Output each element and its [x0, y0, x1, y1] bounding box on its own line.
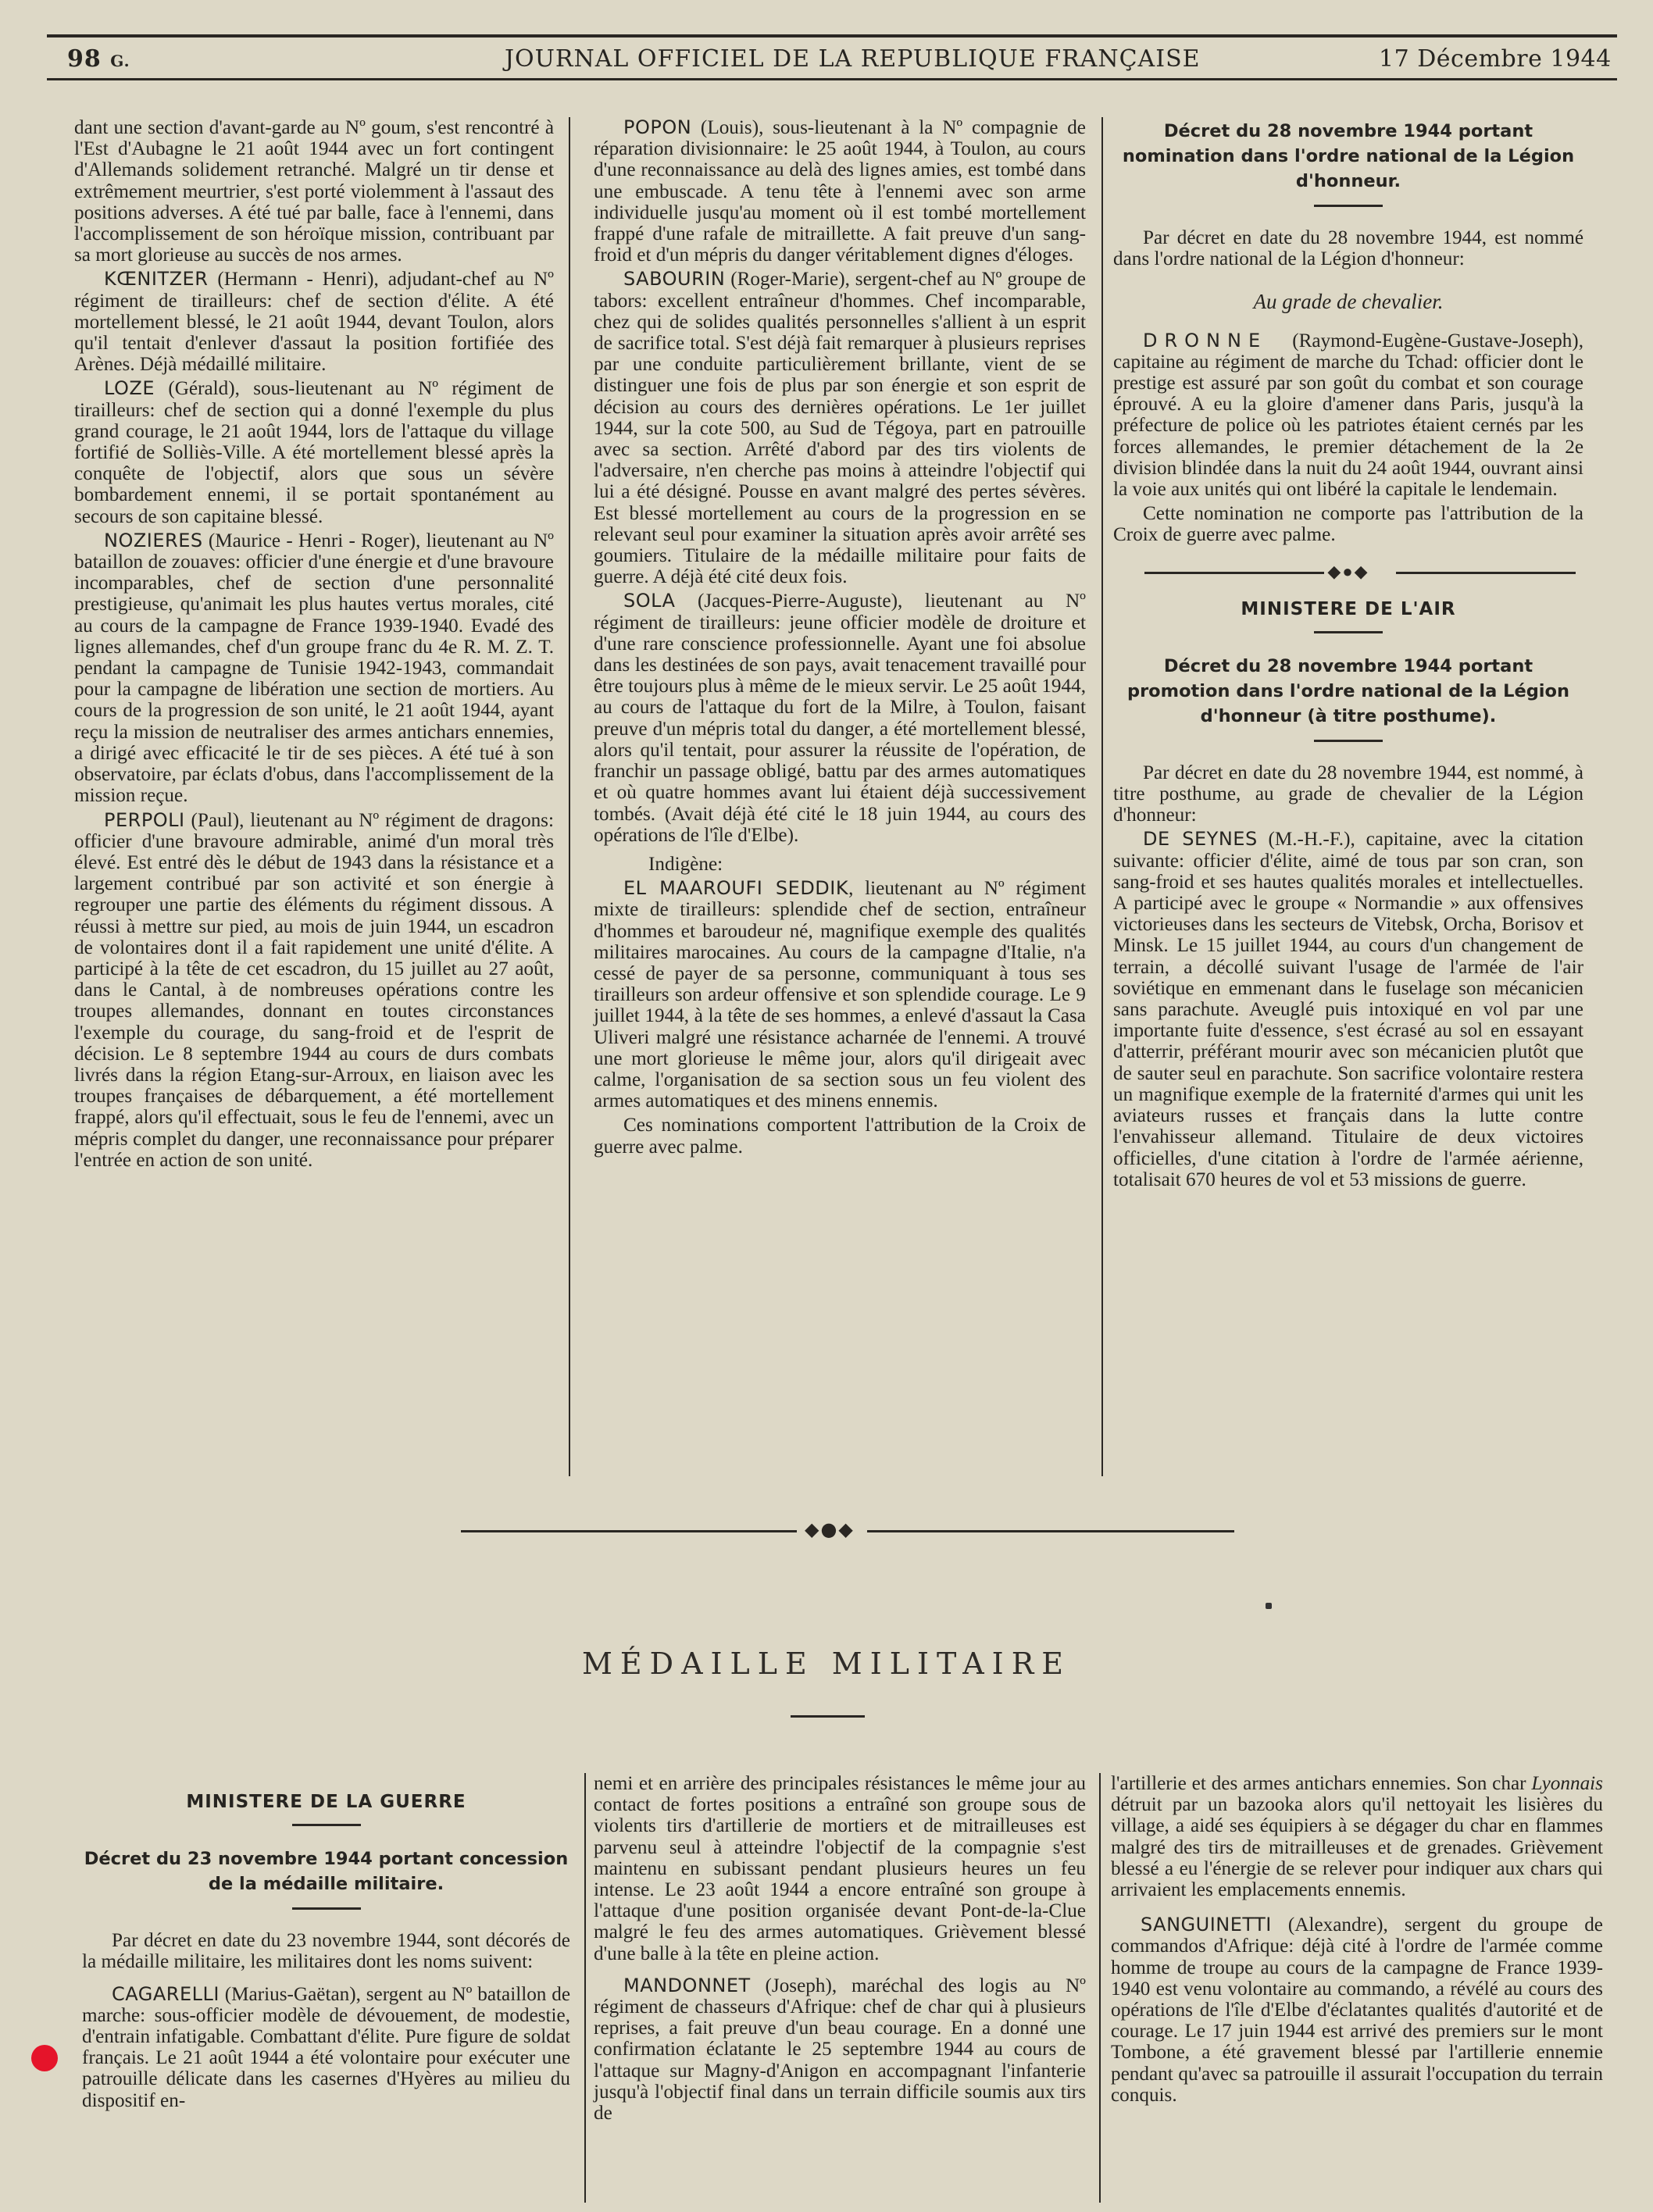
section-title: MÉDAILLE MILITAIRE	[581, 1647, 1072, 1681]
section-divider-ornament: ◆●◆	[805, 1518, 855, 1540]
section-divider-right	[867, 1530, 1234, 1532]
page-number: 98 G.	[67, 45, 130, 73]
section-divider-left	[461, 1530, 797, 1532]
column-divider	[1099, 1773, 1101, 2203]
decree-intro: Par décret en date du 28 novembre 1944, est nommé dans l'ordre national de la Légion d'honneur:	[1113, 227, 1583, 270]
column-3	[1113, 111, 1583, 1193]
ornament-divider: ◆●◆	[1113, 566, 1583, 579]
print-speck	[1266, 1603, 1272, 1609]
citation-sanguinetti: SANGUINETTI (Alexandre), sergent du groupe de commandos d'Afrique: déjà cité à l'ordre de l'armée comme homme de troupe au cours de la campagne de France 1939-1940 est venu volontaire au commando, a révélé au cours des opérations de l'île d'Elbe d'éclatantes qualités d'autorité et de courage. Le 17 juin 1944 est arrivé des premiers sur le mont Tombone, a été gravement blessé par l'artillerie ennemie pendant qu'avec sa patrouille il assurait l'occupation du terrain conquis.	[1111, 1914, 1603, 2106]
citation-perpoli: PERPOLI (Paul), lieutenant au Nº régiment de dragons: officier d'une bravoure admirable, animé d'un moral très élevé. Est entré dès le début de 1943 dans la résistance et a largement contribué par son activité et son énergie à regrouper une partie des éléments du régiment dissous. A réussi à mettre sur pied, au mois de juin 1944, un escadron de volontaires dont il a fait rapidement une unité d'élite. A participé à la tête de cet escadron, du 15 juillet au 27 août, dans le Cantal, à de nombreuses opérations contre les troupes allemandes, donnant en toutes circonstances l'exemple du courage, du sang-froid et de l'esprit de décision. Le 8 septembre 1944 au cours de durs combats livrés dans la région Etang-sur-Arroux, en liaison avec les troupes françaises de débarquement, a été mortellement frappé, alors qu'il effectuait, sous le feu de l'ennemi, avec un mépris complet du danger, une reconnaissance pour préparer l'entrée en action de son unité.	[74, 808, 554, 1171]
subheading-indigene: Indigène:	[648, 853, 723, 875]
grade-heading: Au grade de chevalier.	[1253, 290, 1444, 314]
closing-note: Cette nomination ne comporte pas l'attribution de la Croix de guerre avec palme.	[1113, 503, 1583, 546]
column-divider	[1101, 117, 1103, 1476]
citation-popon: POPON (Louis), sous-lieutenant à la Nº compagnie de réparation divisionnaire: le 25 août 1944, à Toulon, au cours d'une reconnaissance au delà des lignes amies, est tombé dans une embuscade. A tenu tête à l'ennemi avec son arme individuelle jusqu'au moment où il est tombé mortellement frappé d'une rafale de mitraillette. A fait preuve d'un sang-froid et d'un mépris du danger véritablement dignes d'éloges.	[594, 116, 1086, 266]
column-5	[594, 1773, 1086, 2127]
citation-cagarelli: CAGARELLI (Marius-Gaëtan), sergent au Nº bataillon de marche: sous-officier modèle de dévouement, de modestie, d'entrain infatigable. Combattant d'élite. Pure figure de soldat français. Le 21 août 1944 a été volontaire pour exécuter une patrouille délicate dans les casernes d'Hyères au milieu du dispositif en-	[82, 1982, 570, 2111]
issue-date: 17 Décembre 1944	[1379, 45, 1612, 73]
column-2	[594, 117, 1086, 1161]
column-1	[74, 117, 554, 1174]
short-rule	[292, 1824, 361, 1826]
short-rule	[1314, 631, 1383, 633]
citation-nozieres: NOZIERES (Maurice - Henri - Roger), lieutenant au Nº bataillon de zouaves: officier d'une énergie et d'une bravoure incomparables, chef de section d'une personnalité prestigieuse, qu'animait les plus hautes vertus morales, cité au cours de la campagne de France 1939-1940. Evadé des lignes allemandes, chef d'un groupe franc du 4e R. M. Z. T. pendant la campagne de Tunisie 1942-1943, commandait pour la campagne de libération une section de mortiers. Au cours de la progression de son unité, le 21 août 1944, ayant reçu la mission de neutraliser des armes antichars ennemies, a dirigé avec efficacité le tir de ses pièces. A été tué à son observatoire, par éclats d'obus, dans l'accomplissement de la mission reçue.	[74, 529, 554, 807]
decree-title-legion-honneur: Décret du 28 novembre 1944 portant nomination dans l'ordre national de la Légion d'honneur.	[1122, 121, 1575, 191]
journal-title: JOURNAL OFFICIEL DE LA REPUBLIQUE FRANÇAISE	[505, 45, 1201, 73]
citation-mandonnet: MANDONNET (Joseph), maréchal des logis au Nº régiment de chasseurs d'Afrique: chef de char qui à plusieurs reprises, a fait preuve d'un beau courage. En a donné une confirmation éclatante le 25 septembre 1944 au cours de l'attaque sur Magny-d'Anigon en accompagnant l'infanterie jusqu'à l'objectif final dans un terrain difficile soumis aux tirs de	[594, 1974, 1086, 2125]
citation-loze: LOZE (Gérald), sous-lieutenant au Nº régiment de tirailleurs: chef de section qui a donné l'exemple du plus grand courage, le 21 août 1944, lors de l'attaque du village fortifié de Solliès-Ville. A été mortellement blessé après la conquête de l'objectif, alors que sous un sévère bombardement ennemi, il se portait spontanément au secours de son capitaine blessé.	[74, 377, 554, 527]
citation-de-seynes: DE SEYNES (M.-H.-F.), capitaine, avec la citation suivante: officier d'élite, aimé de tous par son cran, son sang-froid et ses hautes qualités morales et intellectuelles. A participé avec le groupe « Normandie » aux offensives victorieuses dans les secteurs de Vitebsk, Orcha, Borisov et Minsk. Le 15 juillet 1944, au cours d'un changement de terrain, a décollé suivant l'usage de l'armée de l'air soviétique en emmenant dans le fuselage son mécanicien sans parachute. Aveuglé puis intoxiqué en vol par une importante fuite d'essence, s'est écrasé au sol en essayant d'atterrir, préférant mourir avec son mécanicien plutôt que de sauter seul en parachute. Son sacrifice volontaire restera un magnifique exemple de la fraternité d'armes qui unit les aviateurs russes et français dans la lutte contre l'envahisseur allemand. Titulaire de deux victoires officielles, d'une citation à l'ordre de l'armée aérienne, totalisait 670 heures de vol et 53 missions de guerre.	[1113, 828, 1584, 1190]
ministry-heading-guerre: MINISTERE DE LA GUERRE	[186, 1792, 466, 1812]
column-divider	[569, 117, 570, 1476]
header-bottom-rule	[47, 78, 1617, 80]
short-rule	[1314, 740, 1383, 742]
short-rule	[292, 1907, 361, 1910]
section-title-underline	[791, 1715, 865, 1718]
citation-paragraph: dant une section d'avant-garde au Nº goum, s'est rencontré à l'Est d'Aubagne le 21 août 1944 avec un fort contingent d'Allemands solidement retranché. Malgré un tir dense et extrêmement meurtrier, s'est porté violemment à l'assaut des positions adverses. A été tué par balle, face à l'ennemi, dans l'accomplissement de son héroïque mission, contribuant par sa mort glorieuse au succès de nos armes.	[74, 117, 554, 266]
citation-sabourin: SABOURIN (Roger-Marie), sergent-chef au Nº groupe de tabors: excellent entraîneur d'hommes. Chef incomparable, chez qui de solides qualités personnelles s'allient à un esprit de sacrifice total. S'est déjà fait remarquer à plusieurs reprises par une conduite particulièrement brillante, vient de se distinguer une fois de plus par son énergie et son esprit de décision au cours des dernières opérations. Le 1er juillet 1944, sur la cote 500, au Sud de Tégoya, part en patrouille avec sa section. Arrêté d'abord par des tirs violents de l'adversaire, n'en cherche pas moins à atteindre l'objectif qui lui a été désigné. Pousse en avant malgré des pertes sévères. Est blessé mortellement au cours de la progression en se relevant seul pour examiner la situation après avoir arrêté ses goumiers. Titulaire de la médaille militaire pour faits de guerre. A déjà été cité deux fois.	[594, 268, 1086, 588]
decree-title-medaille: Décret du 23 novembre 1944 portant concession de la médaille militaire.	[84, 1849, 569, 1895]
citation-continued: l'artillerie et des armes antichars ennemies. Son char Lyonnais détruit par un bazooka alors qu'il nettoyait les lisières du village, a aidé ses équipiers à se dégager du char en flammes malgré des tirs de mitrailleuses et de grenades. Grièvement blessé a eu l'énergie de se relever pour indiquer aux chars qui arrivaient les emplacements ennemis.	[1111, 1773, 1603, 1901]
short-rule	[1314, 205, 1383, 207]
citation-el-maaroufi: EL MAAROUFI SEDDIK, lieutenant au Nº régiment mixte de tirailleurs: splendide chef de section, entraîneur d'hommes et baroudeur né, magnifique exemple des qualités militaires marocaines. Au cours de la campagne d'Italie, n'a cessé de payer de sa personne, communiquant à tous ses tirailleurs son ardeur offensive et son splendide courage. Le 9 juillet 1944, à la tête de ses hommes, a enlevé d'assaut la Casa Uliveri malgré une résistance acharnée de l'ennemi. A trouvé une mort glorieuse le même jour, alors qu'il dirigeait avec calme, l'organisation de sa section sous un feu violent des armes automatiques et des minens ennemis.	[594, 877, 1087, 1112]
citation-sola: SOLA (Jacques-Pierre-Auguste), lieutenant au Nº régiment de tirailleurs: jeune officier modèle de droiture et d'une rare conscience professionnelle. Ayant une foi absolue dans les destinées de son pays, avait tenacement travaillé pour être toujours plus à même de le mieux servir. Le 25 août 1944, au cours de l'attaque du fort de la Milre, à Toulon, faisant preuve d'un mépris total du danger, a été mortellement blessé, alors qu'il tentait, pour assurer la réussite de l'opération, de franchir un passage obligé, battu par des armes automatiques et où quatre hommes avant lui étaient déjà successivement tombés. (Avait déjà été cité le 18 juin 1944, au cours des opérations de l'île d'Elbe).	[594, 590, 1086, 846]
citation-dronne: DRONNE (Raymond-Eugène-Gustave-Joseph), capitaine au régiment de marche du Tchad: officier dont le prestige est assuré par son goût du combat et son courage éprouvé. A eu la gloire d'amener dans Paris, jusqu'à la préfecture de police où les patriotes étaient cernés par les forces allemandes, le premier détachement de la 2e division blindée dans la nuit du 24 août 1944, ouvrant ainsi la voie aux unités qui ont libéré la capitale le lendemain.	[1113, 329, 1583, 501]
decree-title-promotion: Décret du 28 novembre 1944 portant promotion dans l'ordre national de la Légion d'honneur (à titre posthume).	[1126, 655, 1569, 726]
closing-note: Ces nominations comportent l'attribution de la Croix de guerre avec palme.	[594, 1115, 1086, 1158]
column-6	[1111, 1773, 1603, 2109]
citation-continued: nemi et en arrière des principales résistances le même jour au contact de fortes positions a entraîné son groupe sous de violents tirs d'artillerie de mortiers et de mitrailleuses est parvenu seul à atteindre l'objectif de la compagnie s'est maintenu en subissant pendant plusieurs heures un feu intense. Le 23 août 1944 a encore entraîné son groupe à l'attaque d'une position organisée devant Pont-de-la-Clue malgré le feu des armes automatiques. Grièvement blessé d'une balle à la tête en pleine action.	[594, 1773, 1086, 1964]
red-marker-dot	[31, 2045, 58, 2071]
column-4	[82, 1773, 570, 2114]
ministry-heading-air: MINISTERE DE L'AIR	[1241, 598, 1456, 619]
column-divider	[584, 1773, 586, 2203]
header-top-rule	[47, 34, 1617, 37]
decree-intro: Par décret en date du 28 novembre 1944, est nommé, à titre posthume, au grade de chevalier de la Légion d'honneur:	[1113, 762, 1583, 826]
decree-intro: Par décret en date du 23 novembre 1944, sont décorés de la médaille militaire, les militaires dont les noms suivent:	[82, 1930, 570, 1973]
citation-koenitzer: KŒNITZER (Hermann - Henri), adjudant-chef au Nº régiment de tirailleurs: chef de section d'élite. A été mortellement blessé, le 21 août 1944, devant Toulon, alors qu'il tentait d'enlever d'assaut la position fortifiée des Arènes. Déjà médaillé militaire.	[74, 268, 554, 376]
